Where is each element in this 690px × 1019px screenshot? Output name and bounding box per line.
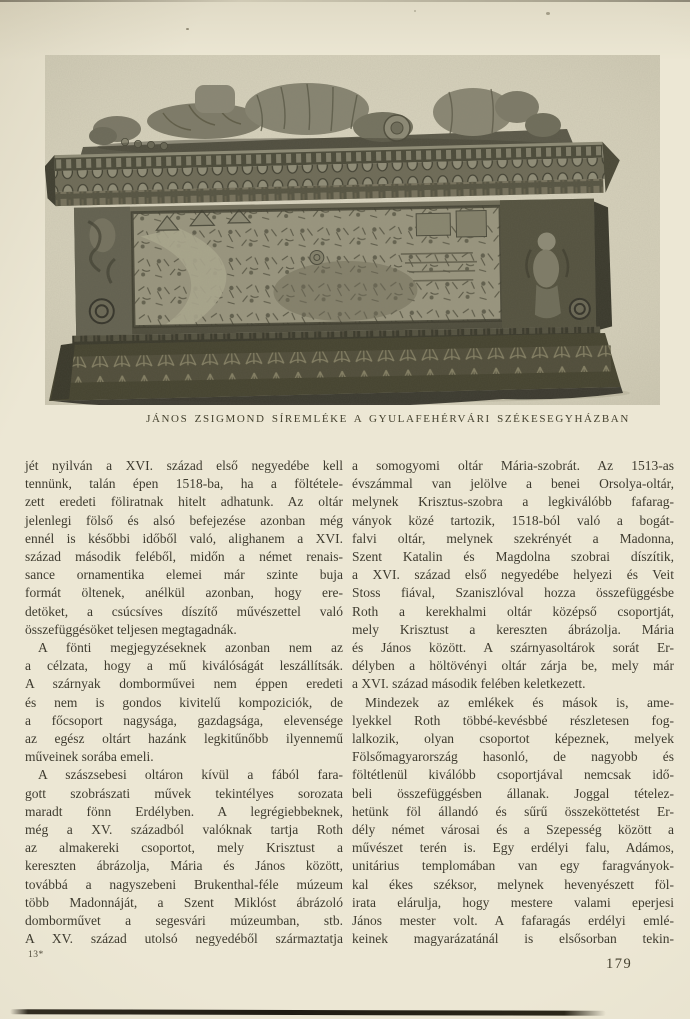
text-line: lalkozik, olyan csoportot képeznek, melyek (352, 731, 674, 747)
text-line: műveinek sorába emeli. (25, 749, 154, 765)
text-line: Stoss fiával, Szaniszlóval hozza összefüggésbe (352, 585, 674, 601)
text-line: irata elárulja, hogy mestere valami eperjesi (352, 894, 674, 910)
text-line: a somogyomi oltár Mária-szobrát. Az 1513-as (352, 458, 674, 473)
tomb-photo (45, 55, 660, 405)
text-line: maradt fönn Erdélyben. A legrégiebbeknek, (25, 803, 343, 819)
text-line: század második feléből, midőn a német renais- (25, 549, 343, 565)
text-line: az almakereki csoportot, mely Krisztust a (25, 840, 343, 856)
paper-speck (414, 10, 416, 12)
text-line: domborművet a segesvári múzeumban, stb. (25, 913, 343, 929)
text-line: Mindezek az emlékek és mások is, ame- (365, 694, 674, 710)
text-line: A szárnyak domborművei nem éppen eredeti (25, 676, 343, 692)
scan-bottom-edge (10, 1009, 606, 1016)
scan-top-edge (0, 0, 690, 2)
text-line: zett eredeti föliratnak hitelt adhatunk. Az oltár (25, 494, 343, 510)
text-line: jelenlegi fölső és alsó befejezése azonban még (25, 512, 343, 528)
text-line: sance ornamentika elemei már szinte buja (25, 567, 343, 583)
text-line: a XVI. század második felében keletkezett. (352, 676, 586, 692)
text-line: Fölsőmagyarország hasonló, de nagyobb és (352, 749, 674, 765)
text-line: A fönti megjegyzéseknek azonban nem az (38, 640, 343, 656)
text-line: gott szobrászati művek tekintélyes sorozata (25, 785, 343, 801)
text-line: föltétlenül kiválóbb csoportjával nemcsak idő- (352, 767, 674, 783)
text-columns (25, 457, 675, 948)
text-line: A szászsebesi oltáron kívül a fából fara- (38, 767, 343, 783)
paper-speck (186, 28, 189, 30)
text-line: melynek Krisztus-szobra a legkiválóbb fafarag- (352, 494, 674, 510)
text-line: a célzata, hogy a mű kiválóságát leszállítsák. (25, 658, 343, 674)
photo-grain-texture (45, 55, 660, 405)
signature-mark: 13* (28, 950, 44, 960)
text-line: detöket, a csúcsíves díszítő művészettel való (25, 603, 343, 619)
text-line: a főcsoport nagysága, gazdagsága, elevensége (25, 712, 343, 728)
text-line: Roth a kerekhalmi oltár középső csoportját, (352, 603, 674, 619)
text-line: továbbá a nagyszebeni Brukenthal-féle múzeum (25, 876, 343, 892)
text-line: délyben a höltövényi oltár zárja be, mely már (352, 658, 674, 674)
text-line: több Madonnáját, a Szent Miklóst ábrázoló (25, 894, 343, 910)
text-line: a XVI. század első negyedébe helyezi és Veit (352, 567, 674, 583)
text-line: Szent Katalin és Magdolna szobrai díszítik, (352, 549, 674, 565)
text-line: János mester volt. A fafaragás erdélyi emlé- (352, 913, 674, 929)
text-line: és János között. A szárnyasoltárok sorát Er- (352, 640, 674, 656)
text-line: az egész oltárt hazánk legkitűnőbb ilyennemű (25, 731, 343, 747)
text-line: kal ékes széksor, melynek hevenyészett föl- (352, 876, 674, 892)
page-number: 179 (606, 956, 633, 972)
text-line: dély német városai és a Szepesség között a (352, 822, 674, 838)
text-line: A XV. század utolsó negyedéből származtatja (25, 931, 343, 947)
paper-speck (546, 12, 550, 15)
text-line: tennünk, talán épen 1518-ba, ha a föltétele- (25, 476, 343, 492)
text-line: mely Krisztust a kereszten ábrázolja. Mária (352, 621, 674, 637)
text-line: művészet terén is. Egy erdélyi falu, Adámos, (352, 840, 674, 856)
figure-caption: JÁNOS ZSIGMOND SÍREMLÉKE A GYULAFEHÉRVÁRI SZÉKESEGYHÁZBAN (146, 413, 630, 425)
text-line: unitárius templomában van egy faragványok- (352, 858, 674, 874)
tomb-illustration (45, 55, 660, 405)
text-line: formát öltenek, anélkül azonban, hogy ere- (25, 585, 343, 601)
text-line: lyekkel Roth többé-kevésbbé részletesen fog- (352, 712, 674, 728)
text-line: falvi oltár, melynek szekrényét a Madonna, (352, 530, 674, 546)
text-line: keinek magyarázatánál is elsősorban tekin- (352, 931, 674, 947)
text-line: ennél is későbbi időből való, alighanem a XVI. (25, 530, 343, 546)
text-column-left (25, 457, 343, 948)
text-line: évszámmal van jelölve a benei Orsolya-oltár, (352, 476, 674, 492)
text-line: jét nyilván a XVI. század első negyedébe kell (25, 458, 343, 473)
text-line: beli összefüggésben állanak. Joggal tételez- (352, 785, 674, 801)
text-line: hetünk föl állandó és sűrű összeköttetést Er- (352, 803, 674, 819)
text-line: ványok közé tartozik, 1518-ból való a bogát- (352, 512, 674, 528)
text-line: még a XV. századból valóknak tartja Roth (25, 822, 343, 838)
text-column-right (352, 457, 674, 948)
text-line: és nem is gondos kivitelű kompoziciók, de (25, 694, 343, 710)
text-line: összefüggésöket teljesen megtagadnák. (25, 621, 237, 637)
text-line: kereszten ábrázolja, Mária és János között, (25, 858, 343, 874)
